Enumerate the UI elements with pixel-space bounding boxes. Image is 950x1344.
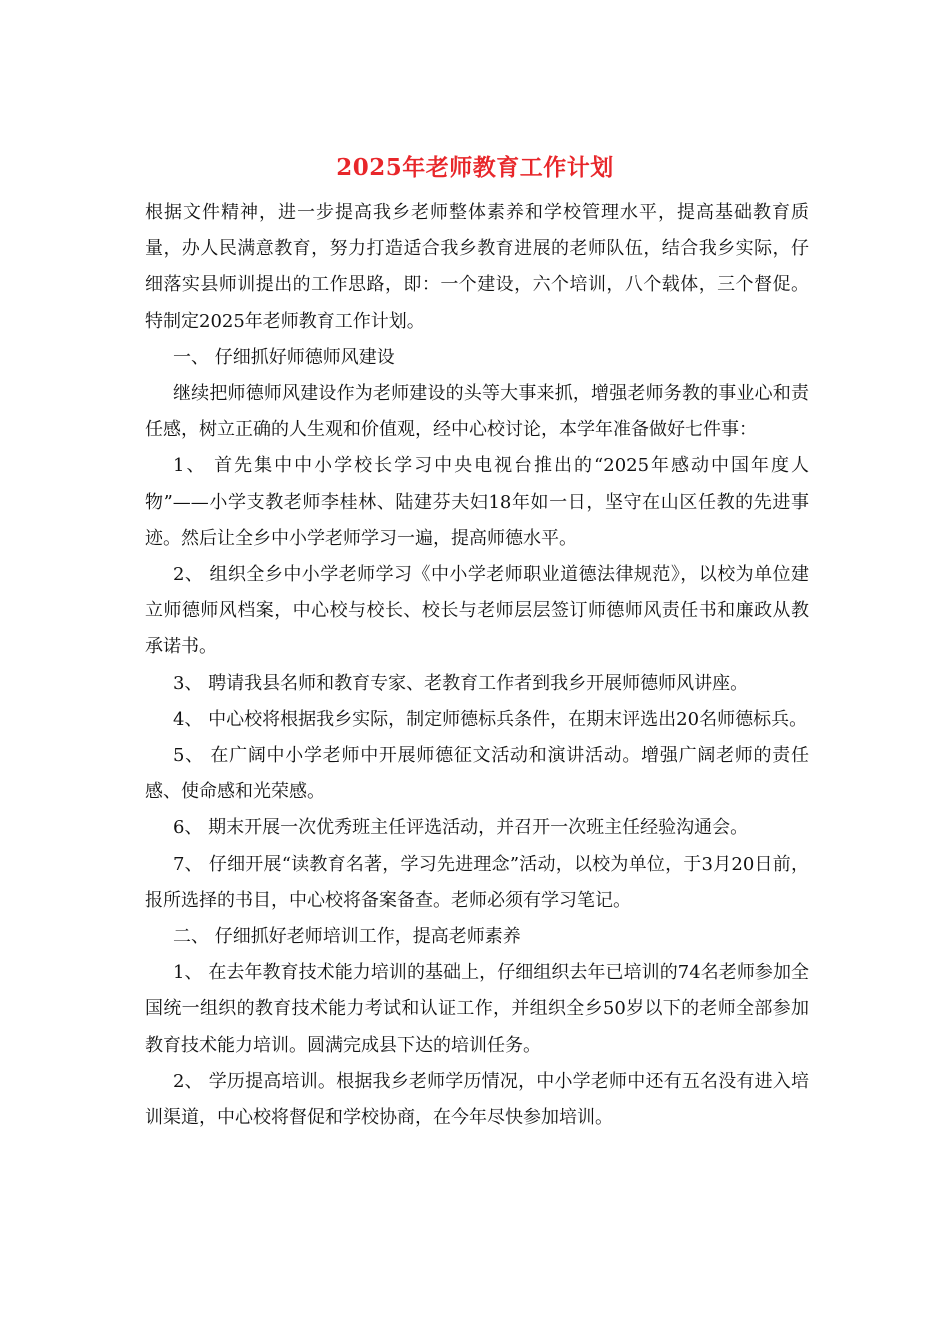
list-item: 6、 期末开展一次优秀班主任评选活动，并召开一次班主任经验沟通会。 bbox=[173, 817, 749, 839]
list-item: 5、 在广阔中小学老师中开展师德征文活动和演讲活动。增强广阔老师的责任感、使命感和光荣感。 bbox=[145, 745, 809, 803]
paragraph-intro: 根据文件精神，进一步提高我乡老师整体素养和学校管理水平，提高基础教育质量，办人民满意教育，努力打造适合我乡教育进展的老师队伍，结合我乡实际，仔细落实县师训提出的工作思路，即：一个建设，六个培训，八个载体，三个督促。特制定2025年老师教育工作计划。 bbox=[145, 202, 809, 332]
list-item: 4、 中心校将根据我乡实际，制定师德标兵条件，在期末评选出20名师德标兵。 bbox=[173, 708, 808, 730]
section-heading-1: 一、 仔细抓好师德师风建设 bbox=[173, 346, 395, 368]
list-item: 3、 聘请我县名师和教育专家、老教育工作者到我乡开展师德师风讲座。 bbox=[173, 672, 749, 694]
document-body bbox=[145, 195, 809, 1136]
list-item: 1、 首先集中中小学校长学习中央电视台推出的“2025年感动中国年度人物”——小学支教老师李桂林、陆建芬夫妇18年如一日，坚守在山区任教的先进事迹。然后让全乡中小学老师学习一遍，提高师德水平。 bbox=[145, 455, 809, 549]
section-heading-2: 二、 仔细抓好老师培训工作，提高老师素养 bbox=[173, 926, 521, 948]
paragraph: 继续把师德师风建设作为老师建设的头等大事来抓，增强老师务教的事业心和责任感，树立正确的人生观和价值观，经中心校讨论，本学年准备做好七件事： bbox=[145, 383, 809, 441]
list-item: 1、 在去年教育技术能力培训的基础上，仔细组织去年已培训的74名老师参加全国统一组织的教育技术能力考试和认证工作，并组织全乡50岁以下的老师全部参加教育技术能力培训。圆满完成县下达的培训任务。 bbox=[145, 962, 809, 1056]
list-item: 2、 组织全乡中小学老师学习《中小学老师职业道德法律规范》，以校为单位建立师德师风档案，中心校与校长、校长与老师层层签订师德师风责任书和廉政从教承诺书。 bbox=[145, 564, 809, 658]
list-item: 2、 学历提高培训。根据我乡老师学历情况，中小学老师中还有五名没有进入培训渠道，中心校将督促和学校协商，在今年尽快参加培训。 bbox=[145, 1070, 809, 1129]
list-item: 7、 仔细开展“读教育名著，学习先进理念”活动，以校为单位，于3月20日前，报所选择的书目，中心校将备案备查。老师必须有学习笔记。 bbox=[145, 853, 809, 911]
document-title: 2025年老师教育工作计划 bbox=[336, 154, 614, 181]
